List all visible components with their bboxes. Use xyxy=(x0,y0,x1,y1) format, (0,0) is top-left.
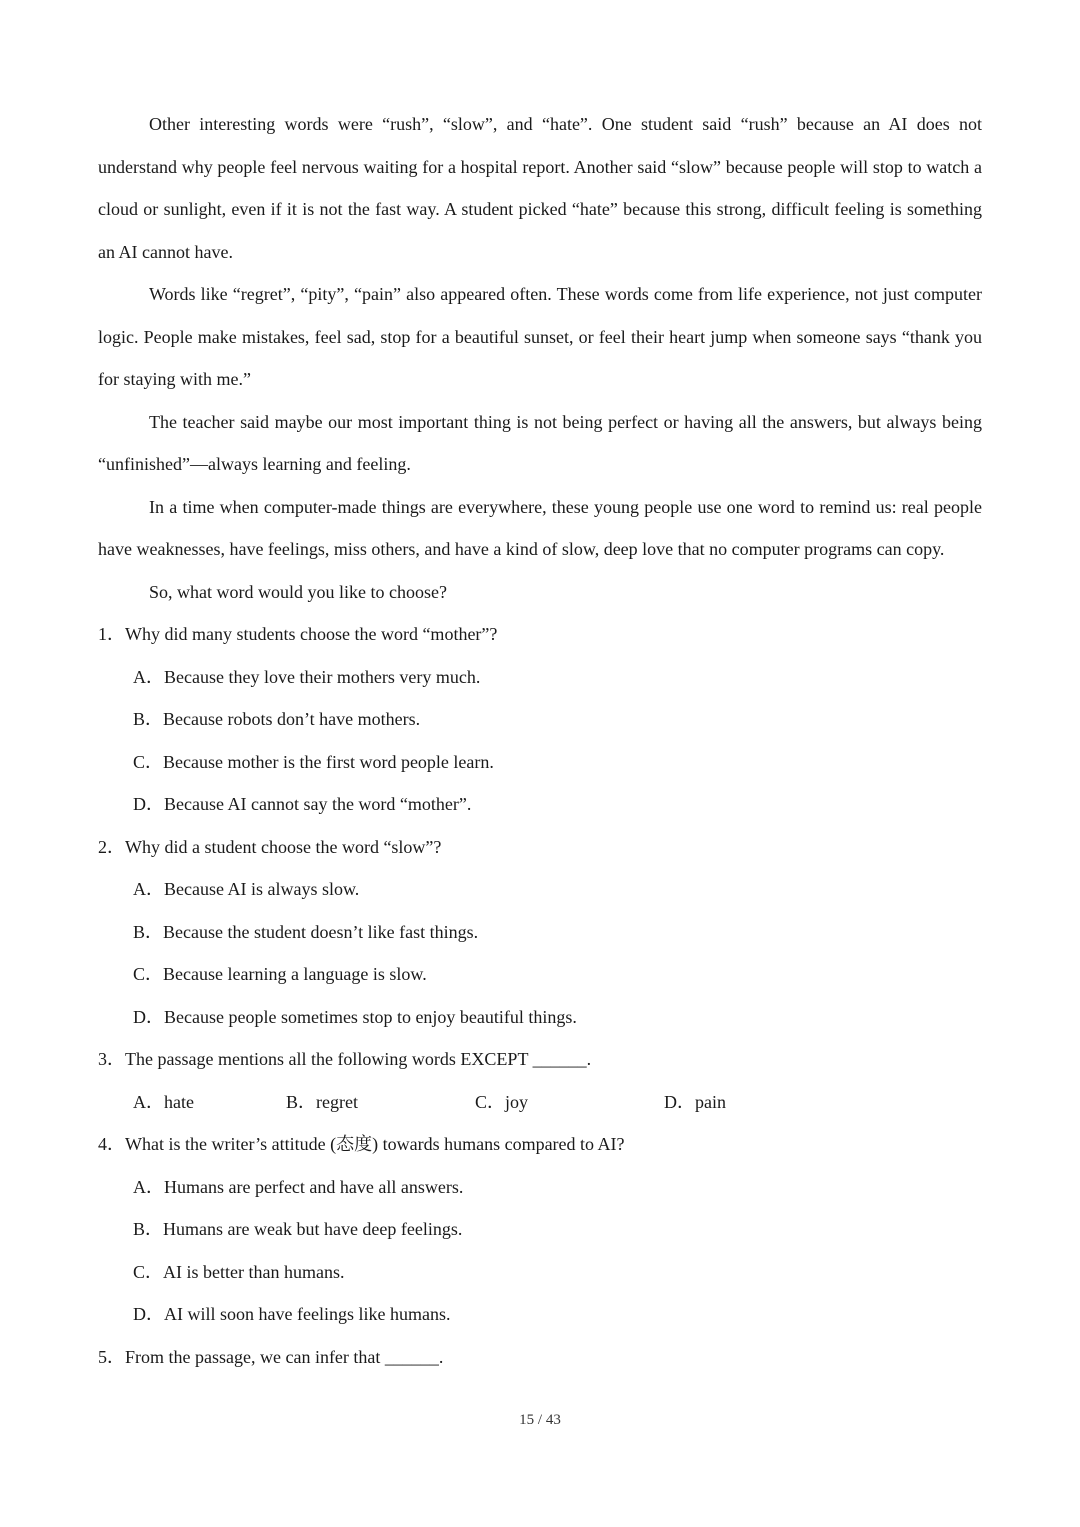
option-c: C．Because mother is the first word people learn. xyxy=(133,751,494,772)
question-4 xyxy=(98,1123,982,1336)
option-b: B．Because the student doesn’t like fast things. xyxy=(133,921,479,942)
option-a: A．Because they love their mothers very much. xyxy=(133,666,481,687)
passage-paragraph: The teacher said maybe our most important thing is not being perfect or having all the answers, but always being “unfinished”—always learning and feeling. xyxy=(98,411,982,474)
page-number: 15 / 43 xyxy=(519,1412,561,1428)
document-body xyxy=(98,103,982,1378)
question-stem: 2．Why did a student choose the word “slow”? xyxy=(98,836,442,857)
option-c: C．joy xyxy=(475,1091,529,1112)
passage-paragraph: In a time when computer-made things are everywhere, these young people use one word to remind us: real people have weaknesses, have feelings, miss others, and have a kind of slow, deep love that no computer programs can copy. xyxy=(98,496,982,559)
option-a: A．Because AI is always slow. xyxy=(133,879,360,899)
passage-paragraph: Other interesting words were “rush”, “slow”, and “hate”. One student said “rush” because an AI does not understand why people feel nervous waiting for a hospital report. Another said “slow” because people will stop to watch a cloud or sunlight, even if it is not the fast way. A student picked “hate” because this strong, difficult feeling is something an AI cannot have. xyxy=(98,114,982,262)
question-stem: 1．Why did many students choose the word “mother”? xyxy=(98,624,498,644)
passage-paragraph: Words like “regret”, “pity”, “pain” also appeared often. These words come from life experience, not just computer logic. People make mistakes, feel sad, stop for a beautiful sunset, or feel their heart jump when someone says “thank you for staying with me.” xyxy=(98,284,982,389)
option-d: D．Because AI cannot say the word “mother”. xyxy=(133,794,472,814)
option-d: D．pain xyxy=(664,1091,726,1112)
question-5 xyxy=(98,1336,982,1379)
passage-paragraph: So, what word would you like to choose? xyxy=(149,581,447,602)
option-c: C．AI is better than humans. xyxy=(133,1261,345,1282)
option-d: D．Because people sometimes stop to enjoy beautiful things. xyxy=(133,1006,577,1027)
options-row xyxy=(98,1081,982,1124)
question-2 xyxy=(98,826,982,1039)
question-stem: 5．From the passage, we can infer that ______. xyxy=(98,1346,444,1367)
option-d: D．AI will soon have feelings like humans. xyxy=(133,1304,451,1324)
question-stem: 3．The passage mentions all the following words EXCEPT ______. xyxy=(98,1049,592,1069)
question-1 xyxy=(98,613,982,826)
option-b: B．Humans are weak but have deep feelings. xyxy=(133,1219,463,1239)
option-b: B．Because robots don’t have mothers. xyxy=(133,709,421,729)
option-c: C．Because learning a language is slow. xyxy=(133,964,427,984)
question-stem: 4．What is the writer’s attitude (态度) towards humans compared to AI? xyxy=(98,1134,625,1154)
option-a: A．hate xyxy=(133,1091,194,1112)
question-3 xyxy=(98,1038,982,1123)
option-a: A．Humans are perfect and have all answers. xyxy=(133,1176,464,1197)
option-b: B．regret xyxy=(286,1091,358,1112)
